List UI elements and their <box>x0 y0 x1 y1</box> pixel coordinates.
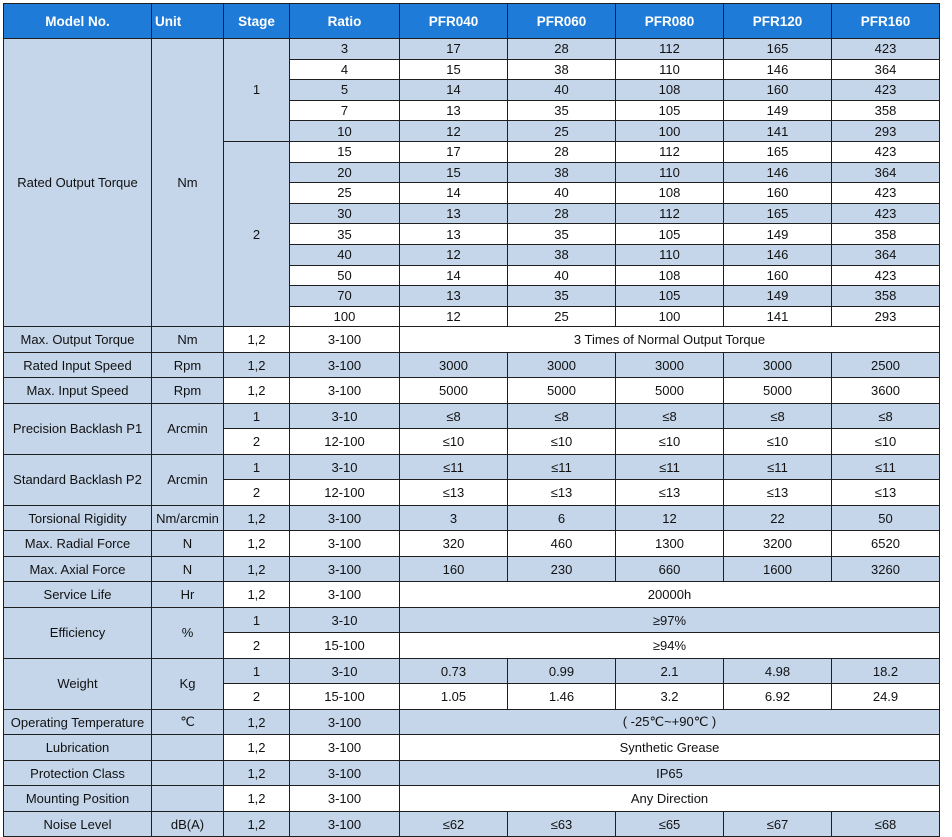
value-cell: ≤10 <box>832 429 940 455</box>
value-cell: 28 <box>508 203 616 224</box>
value-cell: 3000 <box>400 352 508 378</box>
row-label-precision-backlash: Precision Backlash P1 <box>4 403 152 454</box>
stage-cell: 1 <box>224 658 290 684</box>
ratio-cell: 3-100 <box>290 556 400 582</box>
value-cell: 20000h <box>400 582 940 608</box>
stage-cell: 1,2 <box>224 352 290 378</box>
value-cell: 14 <box>400 183 508 204</box>
ratio-cell: 3-100 <box>290 531 400 557</box>
value-cell: ( -25℃~+90℃ ) <box>400 709 940 735</box>
value-cell: 2.1 <box>616 658 724 684</box>
value-cell: 358 <box>832 286 940 307</box>
value-cell: 14 <box>400 80 508 101</box>
value-cell: ≤62 <box>400 811 508 837</box>
ratio-cell: 3 <box>290 39 400 60</box>
row-label-rated-output-torque: Rated Output Torque <box>4 39 152 327</box>
value-cell: 0.73 <box>400 658 508 684</box>
ratio-cell: 5 <box>290 80 400 101</box>
value-cell: ≤67 <box>724 811 832 837</box>
table-row <box>4 556 940 582</box>
value-cell: 35 <box>508 100 616 121</box>
stage-cell: 1,2 <box>224 531 290 557</box>
value-cell: 13 <box>400 286 508 307</box>
value-cell: 5000 <box>400 378 508 404</box>
value-cell: 423 <box>832 265 940 286</box>
value-cell: 364 <box>832 244 940 265</box>
unit-cell: Rpm <box>152 352 224 378</box>
value-cell: 6520 <box>832 531 940 557</box>
value-cell: ≤11 <box>400 454 508 480</box>
stage-cell: 2 <box>224 429 290 455</box>
value-cell: 13 <box>400 203 508 224</box>
value-cell: ≤11 <box>616 454 724 480</box>
value-cell: 17 <box>400 141 508 162</box>
table-row <box>4 505 940 531</box>
header-model-no: Model No. <box>4 4 152 39</box>
value-cell: 141 <box>724 121 832 142</box>
value-cell: 1.05 <box>400 684 508 710</box>
value-cell: 108 <box>616 183 724 204</box>
unit-cell <box>152 786 224 812</box>
value-cell: ≤13 <box>832 480 940 506</box>
table-row <box>4 811 940 837</box>
stage-cell: 1,2 <box>224 327 290 353</box>
value-cell: 3000 <box>616 352 724 378</box>
stage-cell: 1,2 <box>224 505 290 531</box>
ratio-cell: 50 <box>290 265 400 286</box>
header-pfr160: PFR160 <box>832 4 940 39</box>
unit-cell: Hr <box>152 582 224 608</box>
stage-cell: 2 <box>224 141 290 326</box>
value-cell: 38 <box>508 59 616 80</box>
value-cell: 6 <box>508 505 616 531</box>
ratio-cell: 15 <box>290 141 400 162</box>
row-label-lubrication: Lubrication <box>4 735 152 761</box>
header-row <box>4 4 940 39</box>
value-cell: ≤65 <box>616 811 724 837</box>
stage-cell: 1 <box>224 607 290 633</box>
table-row <box>4 352 940 378</box>
value-cell: 160 <box>724 183 832 204</box>
ratio-cell: 3-100 <box>290 786 400 812</box>
value-cell: 423 <box>832 141 940 162</box>
table-row <box>4 39 940 60</box>
value-cell: 12 <box>400 121 508 142</box>
value-cell: 423 <box>832 183 940 204</box>
value-cell: 14 <box>400 265 508 286</box>
value-cell: 5000 <box>508 378 616 404</box>
table-row <box>4 735 940 761</box>
ratio-cell: 3-100 <box>290 352 400 378</box>
stage-cell: 1,2 <box>224 760 290 786</box>
value-cell: 160 <box>724 265 832 286</box>
row-label-efficiency: Efficiency <box>4 607 152 658</box>
unit-cell: Nm/arcmin <box>152 505 224 531</box>
value-cell: 22 <box>724 505 832 531</box>
ratio-cell: 30 <box>290 203 400 224</box>
value-cell: 3.2 <box>616 684 724 710</box>
unit-cell: ℃ <box>152 709 224 735</box>
unit-cell: Kg <box>152 658 224 709</box>
table-row <box>4 709 940 735</box>
value-cell: 1.46 <box>508 684 616 710</box>
unit-cell: Rpm <box>152 378 224 404</box>
value-cell: 100 <box>616 306 724 327</box>
unit-cell: Arcmin <box>152 454 224 505</box>
ratio-cell: 3-10 <box>290 607 400 633</box>
value-cell: 0.99 <box>508 658 616 684</box>
table-row <box>4 454 940 480</box>
value-cell: ≤13 <box>508 480 616 506</box>
value-cell: 146 <box>724 162 832 183</box>
table-row <box>4 403 940 429</box>
ratio-cell: 100 <box>290 306 400 327</box>
value-cell: ≤8 <box>724 403 832 429</box>
value-cell: 110 <box>616 162 724 183</box>
value-cell: ≤8 <box>832 403 940 429</box>
value-cell: 105 <box>616 286 724 307</box>
value-cell: 146 <box>724 244 832 265</box>
value-cell: 160 <box>724 80 832 101</box>
unit-cell <box>152 760 224 786</box>
header-stage: Stage <box>224 4 290 39</box>
ratio-cell: 3-100 <box>290 582 400 608</box>
row-label-rated-input-speed: Rated Input Speed <box>4 352 152 378</box>
stage-cell: 1,2 <box>224 811 290 837</box>
row-label-operating-temperature: Operating Temperature <box>4 709 152 735</box>
value-cell: 293 <box>832 121 940 142</box>
value-cell: 40 <box>508 80 616 101</box>
ratio-cell: 3-100 <box>290 327 400 353</box>
value-cell: ≥94% <box>400 633 940 659</box>
value-cell: 460 <box>508 531 616 557</box>
value-cell: 293 <box>832 306 940 327</box>
value-cell: 12 <box>400 306 508 327</box>
stage-cell: 1 <box>224 403 290 429</box>
value-cell: ≤10 <box>400 429 508 455</box>
value-cell: 35 <box>508 286 616 307</box>
ratio-cell: 10 <box>290 121 400 142</box>
spec-table <box>3 3 940 837</box>
value-cell: 25 <box>508 121 616 142</box>
ratio-cell: 3-10 <box>290 403 400 429</box>
row-label-max-radial-force: Max. Radial Force <box>4 531 152 557</box>
table-row <box>4 607 940 633</box>
value-cell: 50 <box>832 505 940 531</box>
value-cell: 12 <box>616 505 724 531</box>
stage-cell: 1,2 <box>224 786 290 812</box>
value-cell: ≤10 <box>616 429 724 455</box>
value-cell: 3000 <box>724 352 832 378</box>
ratio-cell: 35 <box>290 224 400 245</box>
value-cell: ≤8 <box>400 403 508 429</box>
value-cell: 423 <box>832 203 940 224</box>
value-cell: Any Direction <box>400 786 940 812</box>
table-row <box>4 658 940 684</box>
value-cell: 28 <box>508 39 616 60</box>
value-cell: 364 <box>832 59 940 80</box>
header-pfr120: PFR120 <box>724 4 832 39</box>
row-label-service-life: Service Life <box>4 582 152 608</box>
value-cell: ≤11 <box>724 454 832 480</box>
value-cell: 2500 <box>832 352 940 378</box>
ratio-cell: 3-100 <box>290 760 400 786</box>
header-ratio: Ratio <box>290 4 400 39</box>
value-cell: 25 <box>508 306 616 327</box>
value-cell: 110 <box>616 244 724 265</box>
stage-cell: 1,2 <box>224 582 290 608</box>
ratio-cell: 20 <box>290 162 400 183</box>
stage-cell: 1 <box>224 39 290 142</box>
ratio-cell: 3-100 <box>290 378 400 404</box>
value-cell: 38 <box>508 162 616 183</box>
ratio-cell: 3-100 <box>290 709 400 735</box>
stage-cell: 2 <box>224 480 290 506</box>
value-cell: 141 <box>724 306 832 327</box>
value-cell: 1600 <box>724 556 832 582</box>
table-row <box>4 327 940 353</box>
unit-cell: Nm <box>152 39 224 327</box>
value-cell: 105 <box>616 224 724 245</box>
value-cell: ≤11 <box>832 454 940 480</box>
value-cell: 160 <box>400 556 508 582</box>
value-cell: ≤8 <box>616 403 724 429</box>
value-cell: 38 <box>508 244 616 265</box>
value-cell: 3 Times of Normal Output Torque <box>400 327 940 353</box>
unit-cell: dB(A) <box>152 811 224 837</box>
value-cell: ≤10 <box>724 429 832 455</box>
ratio-cell: 3-100 <box>290 811 400 837</box>
header-unit: Unit <box>152 4 224 39</box>
value-cell: 364 <box>832 162 940 183</box>
table-row <box>4 760 940 786</box>
ratio-cell: 12-100 <box>290 480 400 506</box>
stage-cell: 1,2 <box>224 735 290 761</box>
value-cell: 5000 <box>616 378 724 404</box>
value-cell: 24.9 <box>832 684 940 710</box>
row-label-max-axial-force: Max. Axial Force <box>4 556 152 582</box>
value-cell: 146 <box>724 59 832 80</box>
value-cell: 149 <box>724 100 832 121</box>
value-cell: 3260 <box>832 556 940 582</box>
ratio-cell: 4 <box>290 59 400 80</box>
ratio-cell: 3-10 <box>290 454 400 480</box>
table-row <box>4 531 940 557</box>
value-cell: 112 <box>616 203 724 224</box>
ratio-cell: 3-10 <box>290 658 400 684</box>
row-label-mounting-position: Mounting Position <box>4 786 152 812</box>
value-cell: 17 <box>400 39 508 60</box>
value-cell: 112 <box>616 141 724 162</box>
unit-cell <box>152 735 224 761</box>
value-cell: ≤10 <box>508 429 616 455</box>
value-cell: 320 <box>400 531 508 557</box>
row-label-standard-backlash: Standard Backlash P2 <box>4 454 152 505</box>
value-cell: 3000 <box>508 352 616 378</box>
ratio-cell: 12-100 <box>290 429 400 455</box>
value-cell: 110 <box>616 59 724 80</box>
value-cell: 4.98 <box>724 658 832 684</box>
value-cell: 15 <box>400 59 508 80</box>
ratio-cell: 25 <box>290 183 400 204</box>
value-cell: 40 <box>508 183 616 204</box>
table-row <box>4 786 940 812</box>
value-cell: 108 <box>616 265 724 286</box>
ratio-cell: 3-100 <box>290 735 400 761</box>
value-cell: 3 <box>400 505 508 531</box>
value-cell: ≤13 <box>724 480 832 506</box>
ratio-cell: 3-100 <box>290 505 400 531</box>
unit-cell: N <box>152 556 224 582</box>
unit-cell: N <box>152 531 224 557</box>
value-cell: 149 <box>724 286 832 307</box>
row-label-max-input-speed: Max. Input Speed <box>4 378 152 404</box>
stage-cell: 1,2 <box>224 709 290 735</box>
row-label-weight: Weight <box>4 658 152 709</box>
value-cell: 3200 <box>724 531 832 557</box>
value-cell: 1300 <box>616 531 724 557</box>
value-cell: 165 <box>724 203 832 224</box>
value-cell: 15 <box>400 162 508 183</box>
value-cell: ≤13 <box>616 480 724 506</box>
value-cell: 18.2 <box>832 658 940 684</box>
value-cell: 230 <box>508 556 616 582</box>
value-cell: 112 <box>616 39 724 60</box>
value-cell: 105 <box>616 100 724 121</box>
table-row <box>4 378 940 404</box>
value-cell: 358 <box>832 100 940 121</box>
stage-cell: 1,2 <box>224 378 290 404</box>
value-cell: ≤68 <box>832 811 940 837</box>
row-label-torsional-rigidity: Torsional Rigidity <box>4 505 152 531</box>
stage-cell: 2 <box>224 684 290 710</box>
ratio-cell: 70 <box>290 286 400 307</box>
value-cell: 358 <box>832 224 940 245</box>
value-cell: 423 <box>832 80 940 101</box>
value-cell: ≤63 <box>508 811 616 837</box>
value-cell: 13 <box>400 224 508 245</box>
stage-cell: 1 <box>224 454 290 480</box>
value-cell: Synthetic Grease <box>400 735 940 761</box>
value-cell: 100 <box>616 121 724 142</box>
ratio-cell: 15-100 <box>290 684 400 710</box>
value-cell: ≤13 <box>400 480 508 506</box>
unit-cell: Nm <box>152 327 224 353</box>
row-label-max-output-torque: Max. Output Torque <box>4 327 152 353</box>
unit-cell: % <box>152 607 224 658</box>
unit-cell: Arcmin <box>152 403 224 454</box>
value-cell: 28 <box>508 141 616 162</box>
value-cell: ≤8 <box>508 403 616 429</box>
ratio-cell: 7 <box>290 100 400 121</box>
ratio-cell: 15-100 <box>290 633 400 659</box>
value-cell: 40 <box>508 265 616 286</box>
value-cell: 165 <box>724 39 832 60</box>
header-pfr060: PFR060 <box>508 4 616 39</box>
value-cell: ≥97% <box>400 607 940 633</box>
value-cell: 660 <box>616 556 724 582</box>
value-cell: 149 <box>724 224 832 245</box>
value-cell: 6.92 <box>724 684 832 710</box>
value-cell: 108 <box>616 80 724 101</box>
ratio-cell: 40 <box>290 244 400 265</box>
value-cell: 5000 <box>724 378 832 404</box>
value-cell: 13 <box>400 100 508 121</box>
header-pfr080: PFR080 <box>616 4 724 39</box>
value-cell: IP65 <box>400 760 940 786</box>
stage-cell: 2 <box>224 633 290 659</box>
row-label-noise-level: Noise Level <box>4 811 152 837</box>
table-row <box>4 582 940 608</box>
value-cell: 12 <box>400 244 508 265</box>
header-pfr040: PFR040 <box>400 4 508 39</box>
value-cell: ≤11 <box>508 454 616 480</box>
value-cell: 165 <box>724 141 832 162</box>
value-cell: 3600 <box>832 378 940 404</box>
value-cell: 35 <box>508 224 616 245</box>
value-cell: 423 <box>832 39 940 60</box>
row-label-protection-class: Protection Class <box>4 760 152 786</box>
stage-cell: 1,2 <box>224 556 290 582</box>
